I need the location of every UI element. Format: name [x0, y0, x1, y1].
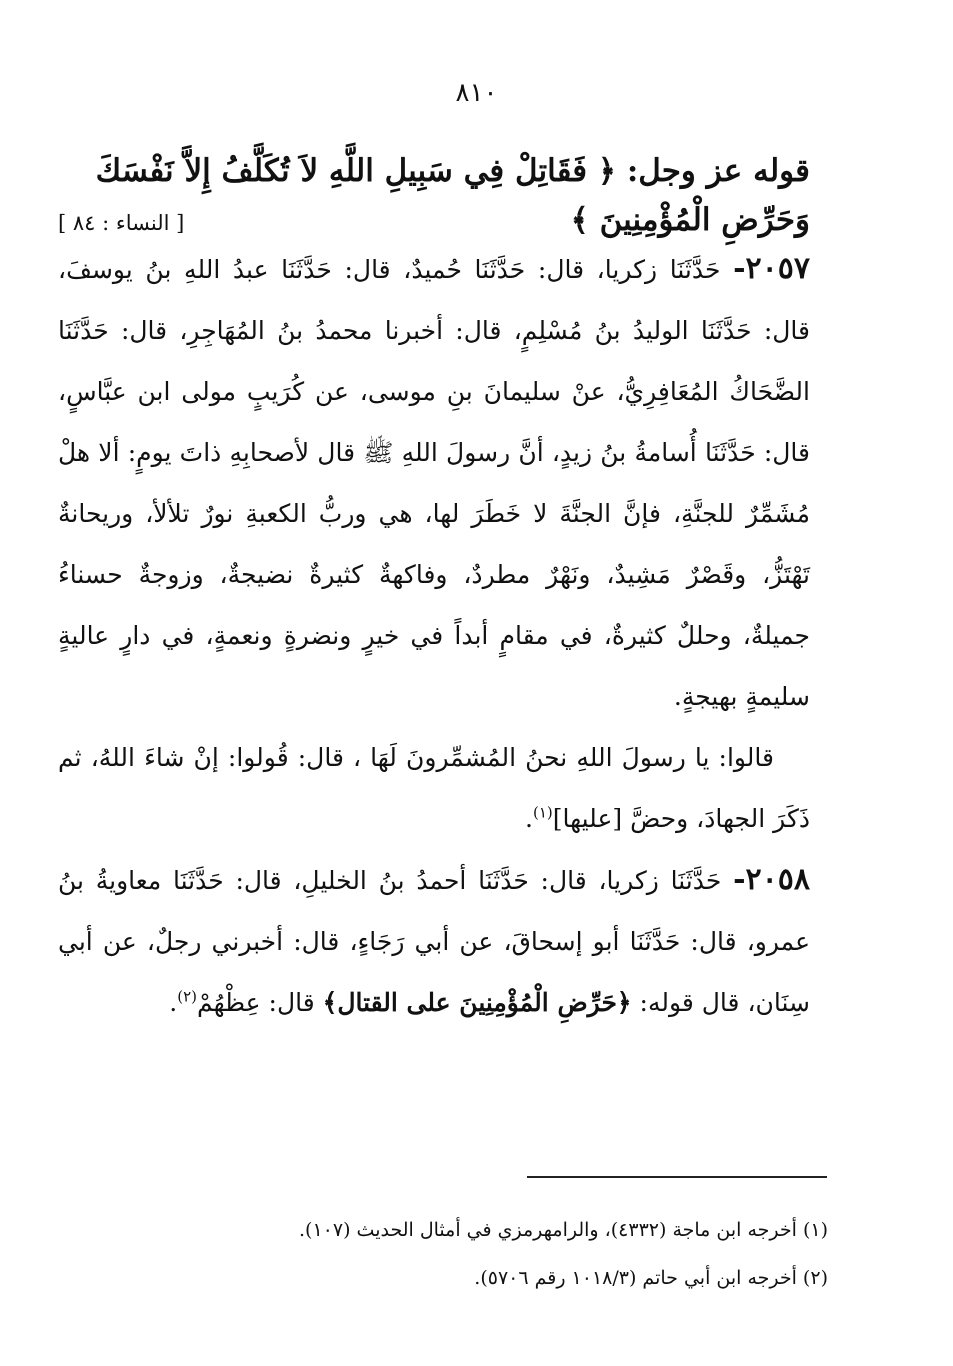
- hadith-text: حَدَّثَنَا زكريا، قال: حَدَّثَنَا حُميدٌ، قال: حَدَّثَنَا عبدُ اللهِ بنُ يوسفَ، قال: حَدَّثَنَا الوليدُ بنُ مُسْلِمٍ، قال: أخبرنا محمدُ بنُ المُهَاجِرِ، قال: حَدَّثَنَا الضَّحَاكُ المُعَافِرِيُّ، عنْ سليمانَ بنِ موسى، عن كُرَيبٍ مولى ابن عبَّاسٍ، قال: حَدَّثَنَا أُسامةُ بنُ زيدٍ، أنَّ رسولَ اللهِ ﷺ قال لأصحابِهِ ذاتَ يومٍ: ألا هلْ مُشَمِّرٌ للجنَّةِ، فإنَّ الجنَّةَ لا خَطَرَ لها، هي وربُّ الكعبةِ نورٌ تلألأ، وريحانةٌ تَهْتَزُّ، وقَصْرٌ مَشِيدٌ، ونَهْرٌ مطردٌ، وفاكهةٌ كثيرةٌ نضيجةٌ، وزوجةٌ حسناءُ جميلةٌ، وحللٌ كثيرةٌ، في مقامٍ أبداً في خيرٍ ونضرةٍ ونعمةٍ، في دارٍ عاليةٍ سليمةٍ بهيجةٍ.: [58, 255, 810, 711]
- verse-ending: وَحَرِّضِ الْمُؤْمِنِينَ ﴾: [570, 202, 810, 238]
- hadith-2058: ٢٠٥٨- حَدَّثَنَا زكريا، قال: حَدَّثَنَا أحمدُ بنُ الخليلِ، قال: حَدَّثَنَا معاويةُ بنُ عمرو، قال: حَدَّثَنَا أبو إسحاقَ، عن أبي رَجَاءٍ، قال: أخبرني رجلٌ، عن أبي سِنَان، قال قوله: ﴿حَرِّضِ الْمُؤْمِنِينَ على القتال﴾ قال: عِظْهُمْ$^{(٢)}$.: [58, 862, 810, 1017]
- hadith-2057-continuation: قالوا: يا رسولَ اللهِ نحنُ المُشمِّرونَ لَهَا ، قال: قُولوا: إنْ شاءَ اللهُ، ثم ذَكَرَ الجهادَ، وحضَّ [عليها]$^{(١)}$.: [58, 743, 810, 833]
- quran-quote: ﴿حَرِّضِ الْمُؤْمِنِينَ على القتال﴾: [322, 988, 632, 1017]
- footnote-divider: [527, 1176, 827, 1178]
- hadith-number: ٢٠٥٧-: [733, 251, 810, 286]
- footnote-2: (٢) أخرجه ابن أبي حاتم (١٠١٨/٣ رقم ٥٧٠٦).: [474, 1267, 828, 1289]
- hadith-2057: [58, 238, 810, 727]
- page-number: ٨١٠: [455, 78, 498, 108]
- footnotes: [150, 1206, 828, 1302]
- hadith-number: ٢٠٥٨-: [733, 862, 810, 897]
- main-text: [58, 140, 810, 1033]
- chapter-heading-line2: [58, 202, 810, 238]
- footnote-marker: (٢): [177, 987, 198, 1006]
- footnote-marker: (١): [532, 803, 553, 822]
- footnote-1: (١) أخرجه ابن ماجة (٤٣٣٢)، والرامهرمزي في أمثال الحديث (١٠٧).: [299, 1219, 828, 1241]
- quran-reference: [ النساء : ٨٤ ]: [58, 211, 185, 235]
- hadith-text-end: قال: عِظْهُمْ: [197, 988, 315, 1017]
- hadith-text: حَدَّثَنَا زكريا، قال: حَدَّثَنَا أحمدُ بنُ الخليلِ، قال: حَدَّثَنَا معاويةُ بنُ عمرو، قال: حَدَّثَنَا أبو إسحاقَ، عن أبي رَجَاءٍ، قال: أخبرني رجلٌ، عن أبي سِنَان، قال قوله:: [58, 866, 810, 1017]
- chapter-heading-line1: قوله عز وجل: ﴿ فَقَاتِلْ فِي سَبِيلِ اللَّهِ لاَ تُكَلَّفُ إِلاَّ نَفْسَكَ: [95, 153, 810, 189]
- hadith-continuation-text: قالوا: يا رسولَ اللهِ نحنُ المُشمِّرونَ لَهَا ، قال: قُولوا: إنْ شاءَ اللهُ، ثم ذَكَرَ الجهادَ، وحضَّ [عليها]: [58, 743, 810, 833]
